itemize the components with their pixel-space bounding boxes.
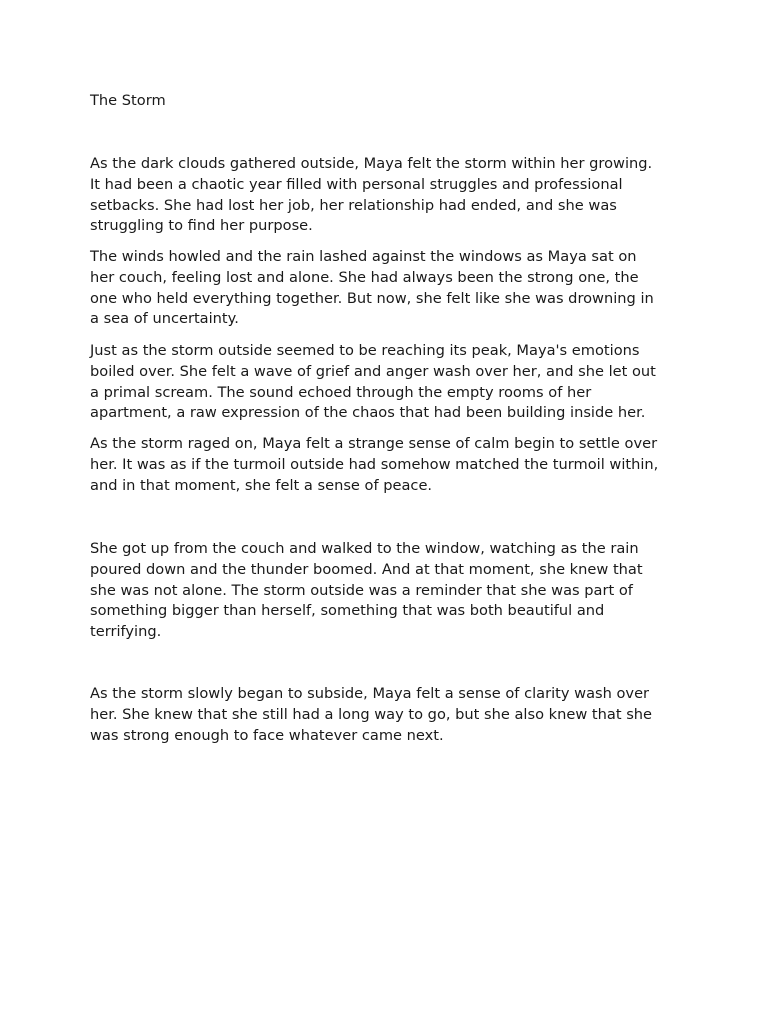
- paragraph-2: [90, 247, 690, 330]
- paragraph-4: [90, 434, 690, 496]
- paragraph-line: and in that moment, she felt a sense of peace.: [90, 476, 433, 494]
- paragraph-line: Just as the storm outside seemed to be reaching its peak, Maya's emotions: [90, 342, 640, 359]
- paragraph-line: something bigger than herself, something that was both beautiful and: [90, 602, 605, 620]
- document-title: The Storm: [90, 92, 166, 109]
- paragraph-line: one who held everything together. But now, she felt like she was drowning in: [90, 289, 654, 307]
- paragraph-line: setbacks. She had lost her job, her relationship had ended, and she was: [90, 196, 617, 214]
- paragraph-line: It had been a chaotic year filled with personal struggles and professional: [90, 175, 623, 193]
- paragraph-line: She got up from the couch and walked to the window, watching as the rain: [90, 540, 639, 557]
- document-page: [90, 0, 690, 1024]
- paragraph-line: her couch, feeling lost and alone. She had always been the strong one, the: [90, 268, 639, 286]
- paragraph-line: As the dark clouds gathered outside, Maya felt the storm within her growing.: [90, 155, 653, 172]
- paragraph-line: she was not alone. The storm outside was a reminder that she was part of: [90, 581, 633, 599]
- paragraph-line: was strong enough to face whatever came next.: [90, 726, 444, 744]
- paragraph-line: struggling to find her purpose.: [90, 217, 313, 235]
- paragraph-line: The winds howled and the rain lashed against the windows as Maya sat on: [90, 248, 637, 265]
- paragraph-line: poured down and the thunder boomed. And at that moment, she knew that: [90, 560, 643, 578]
- paragraph-5: [90, 539, 690, 643]
- paragraph-line: As the storm slowly began to subside, Maya felt a sense of clarity wash over: [90, 685, 650, 702]
- paragraph-line: boiled over. She felt a wave of grief and anger wash over her, and she let out: [90, 362, 656, 380]
- paragraph-line: a primal scream. The sound echoed through the empty rooms of her: [90, 383, 592, 401]
- paragraph-line: terrifying.: [90, 623, 162, 641]
- paragraph-line: her. It was as if the turmoil outside had somehow matched the turmoil within,: [90, 455, 659, 473]
- paragraph-line: As the storm raged on, Maya felt a strange sense of calm begin to settle over: [90, 435, 658, 452]
- paragraph-3: [90, 341, 690, 424]
- paragraph-line: a sea of uncertainty.: [90, 310, 239, 328]
- paragraph-line: apartment, a raw expression of the chaos that had been building inside her.: [90, 404, 646, 422]
- paragraph-1: [90, 154, 690, 237]
- paragraph-6: [90, 684, 690, 746]
- paragraph-line: her. She knew that she still had a long way to go, but she also knew that she: [90, 705, 653, 723]
